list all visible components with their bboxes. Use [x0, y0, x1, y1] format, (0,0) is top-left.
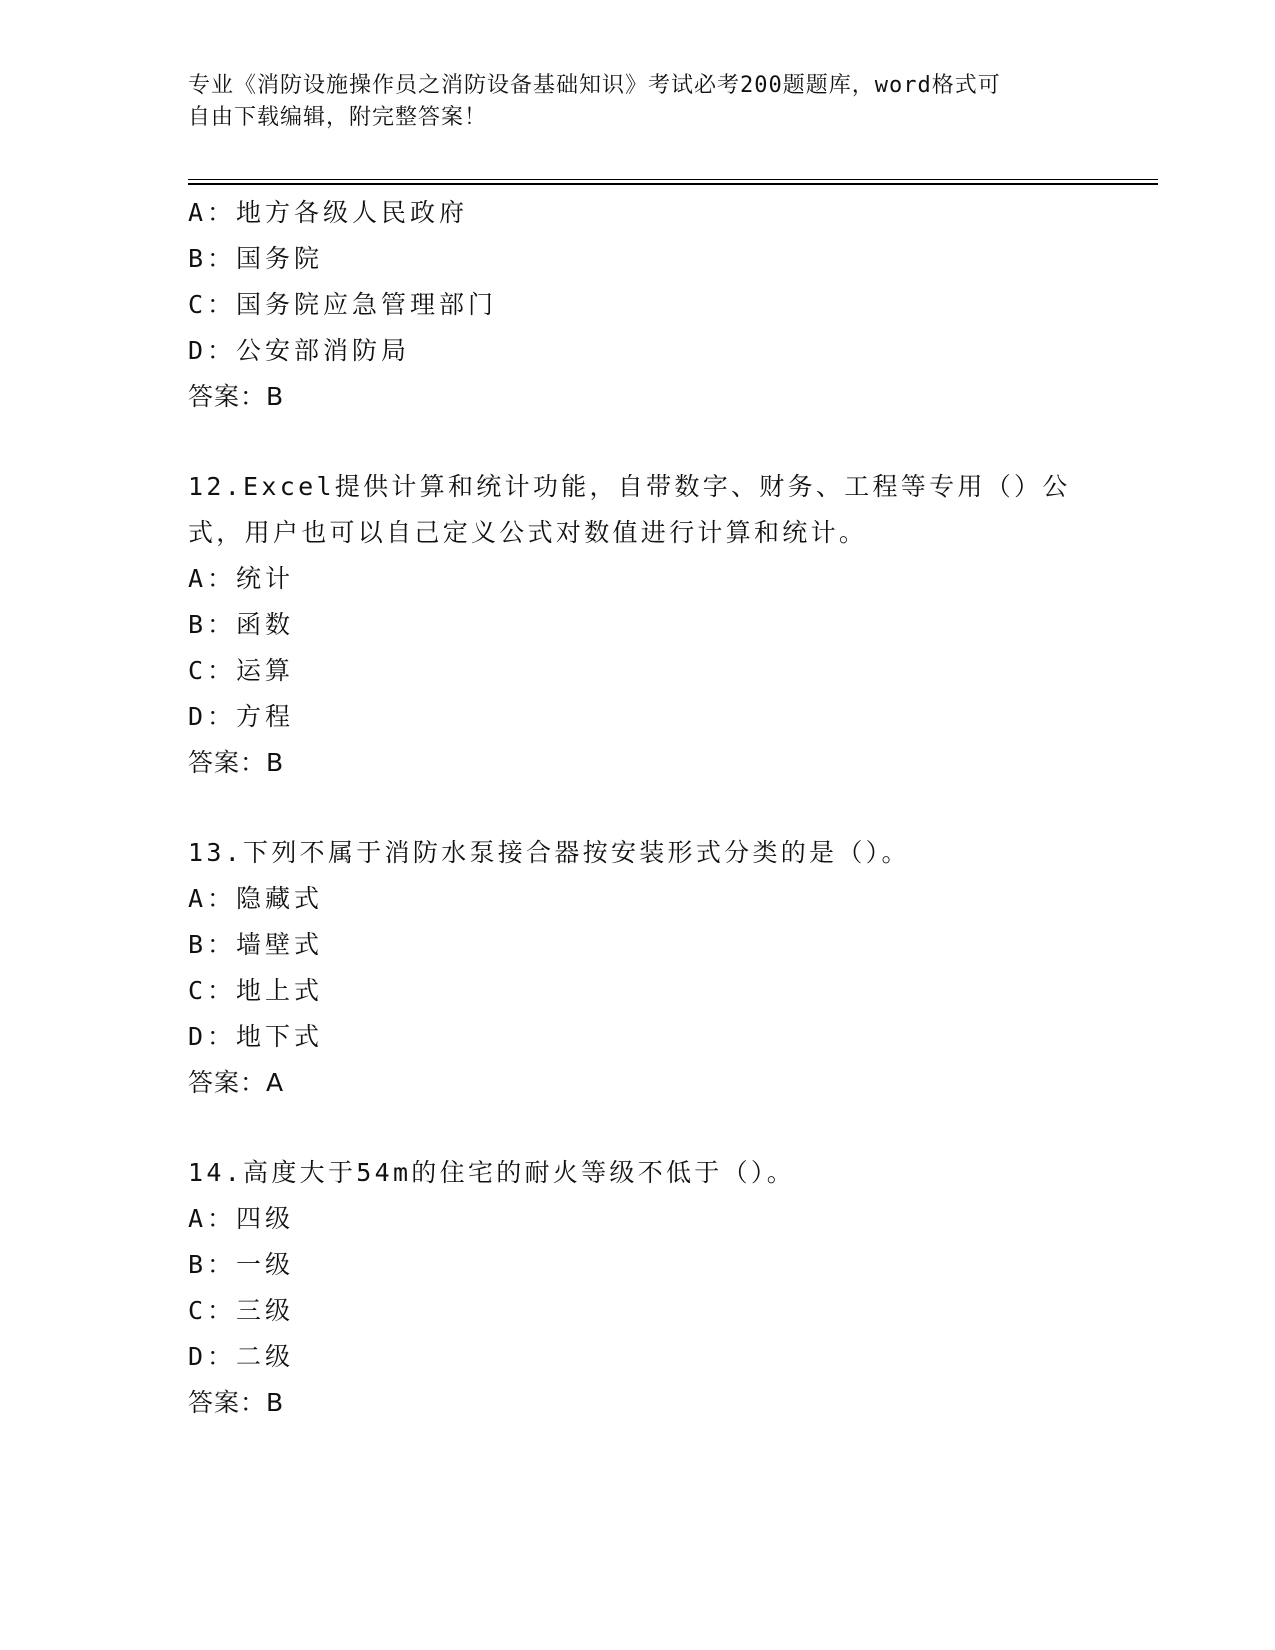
answer-line: 答案：A [188, 1068, 285, 1097]
option-b: B：墙壁式 [188, 930, 324, 959]
question-block [188, 464, 1088, 786]
option-c: C：运算 [188, 656, 295, 685]
option-d: D：二级 [188, 1342, 295, 1371]
spacer [188, 786, 1088, 830]
question-block [188, 830, 1088, 1106]
option-d: D：地下式 [188, 1022, 324, 1051]
answer-line: 答案：B [188, 1388, 285, 1417]
option-b: B：函数 [188, 610, 295, 639]
question-block [188, 190, 1088, 420]
option-a: A：四级 [188, 1204, 295, 1233]
header-line-1: 专业《消防设施操作员之消防设备基础知识》考试必考200题题库，word格式可 [188, 73, 1001, 98]
option-c: C：三级 [188, 1296, 295, 1325]
header-divider-thin [188, 179, 1158, 180]
option-d: D：方程 [188, 702, 295, 731]
answer-line: 答案：B [188, 382, 285, 411]
document-header [188, 70, 1078, 134]
header-divider-thick [188, 183, 1158, 185]
option-c: C：国务院应急管理部门 [188, 290, 498, 319]
question-block [188, 1150, 1088, 1426]
option-c: C：地上式 [188, 976, 324, 1005]
question-text: 13.下列不属于消防水泵接合器按安装形式分类的是（）。 [188, 838, 910, 867]
question-text: 12.Excel提供计算和统计功能，自带数字、财务、工程等专用（）公式，用户也可以自己定义公式对数值进行计算和统计。 [188, 472, 1071, 547]
spacer [188, 1106, 1088, 1150]
question-list [188, 190, 1088, 1426]
answer-line: 答案：B [188, 748, 285, 777]
option-a: A：统计 [188, 564, 295, 593]
option-b: B：一级 [188, 1250, 295, 1279]
option-b: B：国务院 [188, 244, 324, 273]
option-a: A：隐藏式 [188, 884, 324, 913]
option-a: A：地方各级人民政府 [188, 198, 469, 227]
header-line-2: 自由下载编辑，附完整答案！ [188, 105, 488, 130]
option-d: D：公安部消防局 [188, 336, 411, 365]
spacer [188, 420, 1088, 464]
question-text: 14.高度大于54m的住宅的耐火等级不低于（）。 [188, 1158, 796, 1187]
